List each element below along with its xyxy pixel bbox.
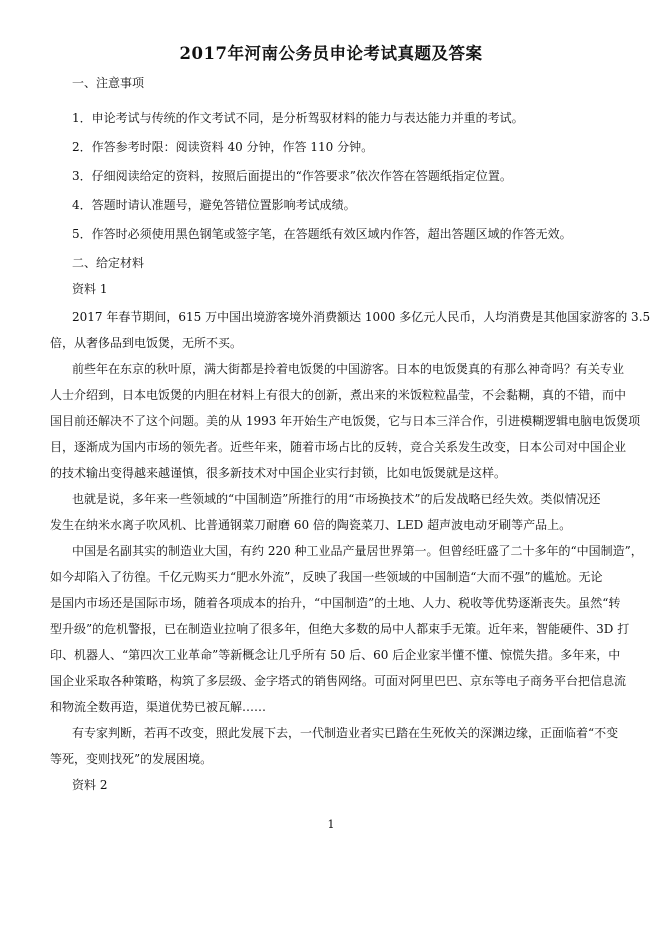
note-item-5: 5．作答时必须使用黑色钢笔或签字笔，在答题纸有效区域内作答，超出答题区域的作答无效。 [72, 227, 572, 241]
paragraph-4 [50, 538, 643, 720]
paragraph-line: 目，逐渐成为国内市场的领先者。近些年来，随着市场占比的反转，竞合关系发生改变，日本公司对中国企业 [50, 440, 627, 454]
document-title: 2017年河南公务员申论考试真题及答案 [179, 44, 483, 63]
page-number: 1 [327, 818, 335, 831]
note-item-2: 2．作答参考时限：阅读资料 40 分钟，作答 110 分钟。 [72, 140, 374, 154]
paragraph-line: 型升级”的危机警报，已在制造业拉响了很多年，但绝大多数的局中人都束手无策。近年来，智能硬件、3D 打 [50, 622, 630, 636]
paragraph-2 [50, 356, 641, 486]
material-label-1: 资料 1 [72, 282, 108, 296]
paragraph-line: 国企业采取各种策略，构筑了多层级、金字塔式的销售网络。可面对阿里巴巴、京东等电子商务平台把信息流 [50, 674, 627, 688]
material-label-2: 资料 2 [72, 778, 108, 792]
paragraph-line: 人士介绍到，日本电饭煲的内胆在材料上有很大的创新，煮出来的米饭粒粒晶莹，不会黏糊，真的不错，而中 [50, 388, 627, 402]
section-heading-materials: 二、给定材料 [72, 256, 145, 270]
note-item-1: 1．申论考试与传统的作文考试不同，是分析驾驭材料的能力与表达能力并重的考试。 [72, 111, 524, 125]
paragraph-line: 也就是说，多年来一些领域的“中国制造”所推行的用“市场换技术”的后发战略已经失效。类似情况还 [72, 492, 601, 506]
section-heading-notes: 一、注意事项 [72, 76, 145, 90]
paragraph-line: 倍，从奢侈品到电饭煲，无所不买。 [50, 336, 243, 350]
paragraph-3 [50, 486, 612, 538]
paragraph-5 [50, 720, 619, 772]
paragraph-line: 和物流全数再造，渠道优势已被瓦解…… [50, 700, 267, 714]
paragraph-line: 如今却陷入了彷徨。千亿元购买力“肥水外流”，反映了我国一些领域的中国制造“大而不强”的尴尬。无论 [50, 570, 603, 584]
paragraph-line: 的技术输出变得越来越谨慎，很多新技术对中国企业实行封锁，比如电饭煲就是这样。 [50, 466, 507, 480]
paragraph-line: 2017 年春节期间，615 万中国出境游客境外消费额达 1000 多亿元人民币，人均消费是其他国家游客的 3.5 [72, 310, 651, 324]
paragraph-line: 中国是名副其实的制造业大国，有约 220 种工业品产量居世界第一。但曾经旺盛了二十多年的“中国制造”， [72, 544, 643, 558]
note-item-3: 3．仔细阅读给定的资料，按照后面提出的“作答要求”依次作答在答题纸指定位置。 [72, 169, 512, 183]
paragraph-line: 印、机器人、“第四次工业革命”等新概念让几乎所有 50 后、60 后企业家半懂不懂、惊慌失措。多年来，中 [50, 648, 621, 662]
paragraph-line: 前些年在东京的秋叶原，满大街都是拎着电饭煲的中国游客。日本的电饭煲真的有那么神奇吗？有关专业 [72, 362, 625, 376]
note-item-4: 4．答题时请认准题号，避免答错位置影响考试成绩。 [72, 198, 356, 212]
paragraph-1 [50, 304, 651, 356]
paragraph-line: 有专家判断，若再不改变，照此发展下去，一代制造业者实已踏在生死攸关的深渊边缘，正面临着“不变 [72, 726, 619, 740]
paragraph-line: 是国内市场还是国际市场，随着各项成本的抬升，“中国制造”的土地、人力、税收等优势逐渐丧失。虽然“转 [50, 596, 621, 610]
paragraph-line: 国目前还解决不了这个问题。美的从 1993 年开始生产电饭煲，它与日本三洋合作，引进模糊逻辑电脑电饭煲项 [50, 414, 641, 428]
document-body [50, 70, 651, 800]
paragraph-line: 等死，变则找死”的发展困境。 [50, 752, 213, 766]
paragraph-line: 发生在纳米水离子吹风机、比普通钢菜刀耐磨 60 倍的陶瓷菜刀、LED 超声波电动牙刷等产品上。 [50, 518, 572, 532]
